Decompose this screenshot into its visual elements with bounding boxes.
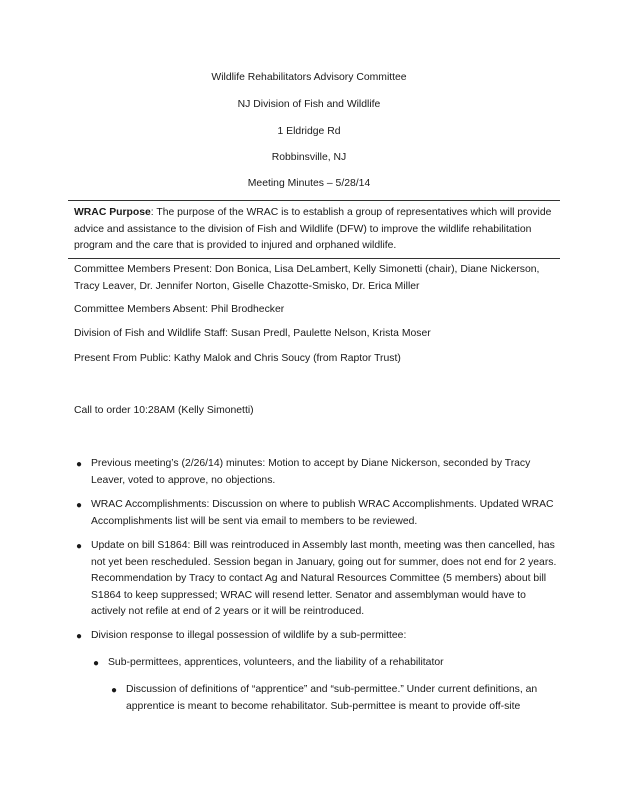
sub-bullet-dot: ● (93, 658, 100, 669)
sub-list-item: Sub-permittees, apprentices, volunteers, and the liability of a rehabilitator (108, 657, 444, 668)
purpose-label: WRAC Purpose (74, 207, 151, 218)
address-street: 1 Eldridge Rd (277, 126, 341, 137)
bullet-dot: ● (76, 500, 83, 511)
members-present: Committee Members Present: Don Bonica, Lisa DeLambert, Kelly Simonetti (chair), Diane Nickerson, Tracy Leaver, Dr. Jennifer Norton, Giselle Chazotte-Smisko, Dr. Erica Miller (74, 264, 540, 292)
bullet-dot: ● (76, 459, 83, 470)
list-item: Update on bill S1864: Bill was reintroduced in Assembly last month, meeting was then cancelled, has not yet been rescheduled. Session began in January, going out for summer, does not end for 2 years. Recommendation by Tracy to contact Ag and Natural Resources Committee (5 members) about bill S1864 to keep suppressed; WRAC will resend letter. Senator and assemblyman would have to actively not refile at end of 2 years or it will be reintroduced. (91, 540, 557, 617)
committee-name: Wildlife Rehabilitators Advisory Committee (211, 72, 407, 83)
members-absent: Committee Members Absent: Phil Brodhecker (74, 304, 285, 315)
division-name: NJ Division of Fish and Wildlife (237, 99, 381, 110)
bullet-dot: ● (76, 631, 83, 642)
sub-sub-list-item: Discussion of definitions of “apprentice” and “sub-permittee.” Under current definitions, an apprentice is meant to become rehabilitator. Sub-permittee is meant to provide off-site (126, 684, 538, 712)
public-present: Present From Public: Kathy Malok and Chris Soucy (from Raptor Trust) (74, 353, 401, 364)
bullet-dot: ● (76, 541, 83, 552)
meeting-minutes-title: Meeting Minutes – 5/28/14 (247, 178, 371, 189)
list-item: Division response to illegal possession of wildlife by a sub-permittee: (91, 630, 407, 641)
purpose-box (68, 200, 560, 259)
list-item: Previous meeting’s (2/26/14) minutes: Motion to accept by Diane Nickerson, seconded by Tracy Leaver, voted to approve, no objections. (91, 458, 531, 486)
purpose-text: : The purpose of the WRAC is to establish a group of representatives which will provide advice and assistance to the division of Fish and Wildlife (DFW) to improve the wildlife rehabilitation program and the care that is provided to injured and orphaned wildlife. (74, 207, 552, 251)
sub-sub-bullet-dot: ● (111, 685, 118, 696)
list-item: WRAC Accomplishments: Discussion on where to publish WRAC Accomplishments. Updated WRAC Accomplishments list will be sent via email to members to be reviewed. (91, 499, 554, 527)
address-city: Robbinsville, NJ (271, 152, 347, 163)
staff-present: Division of Fish and Wildlife Staff: Susan Predl, Paulette Nelson, Krista Moser (74, 328, 431, 339)
call-to-order: Call to order 10:28AM (Kelly Simonetti) (74, 405, 254, 416)
